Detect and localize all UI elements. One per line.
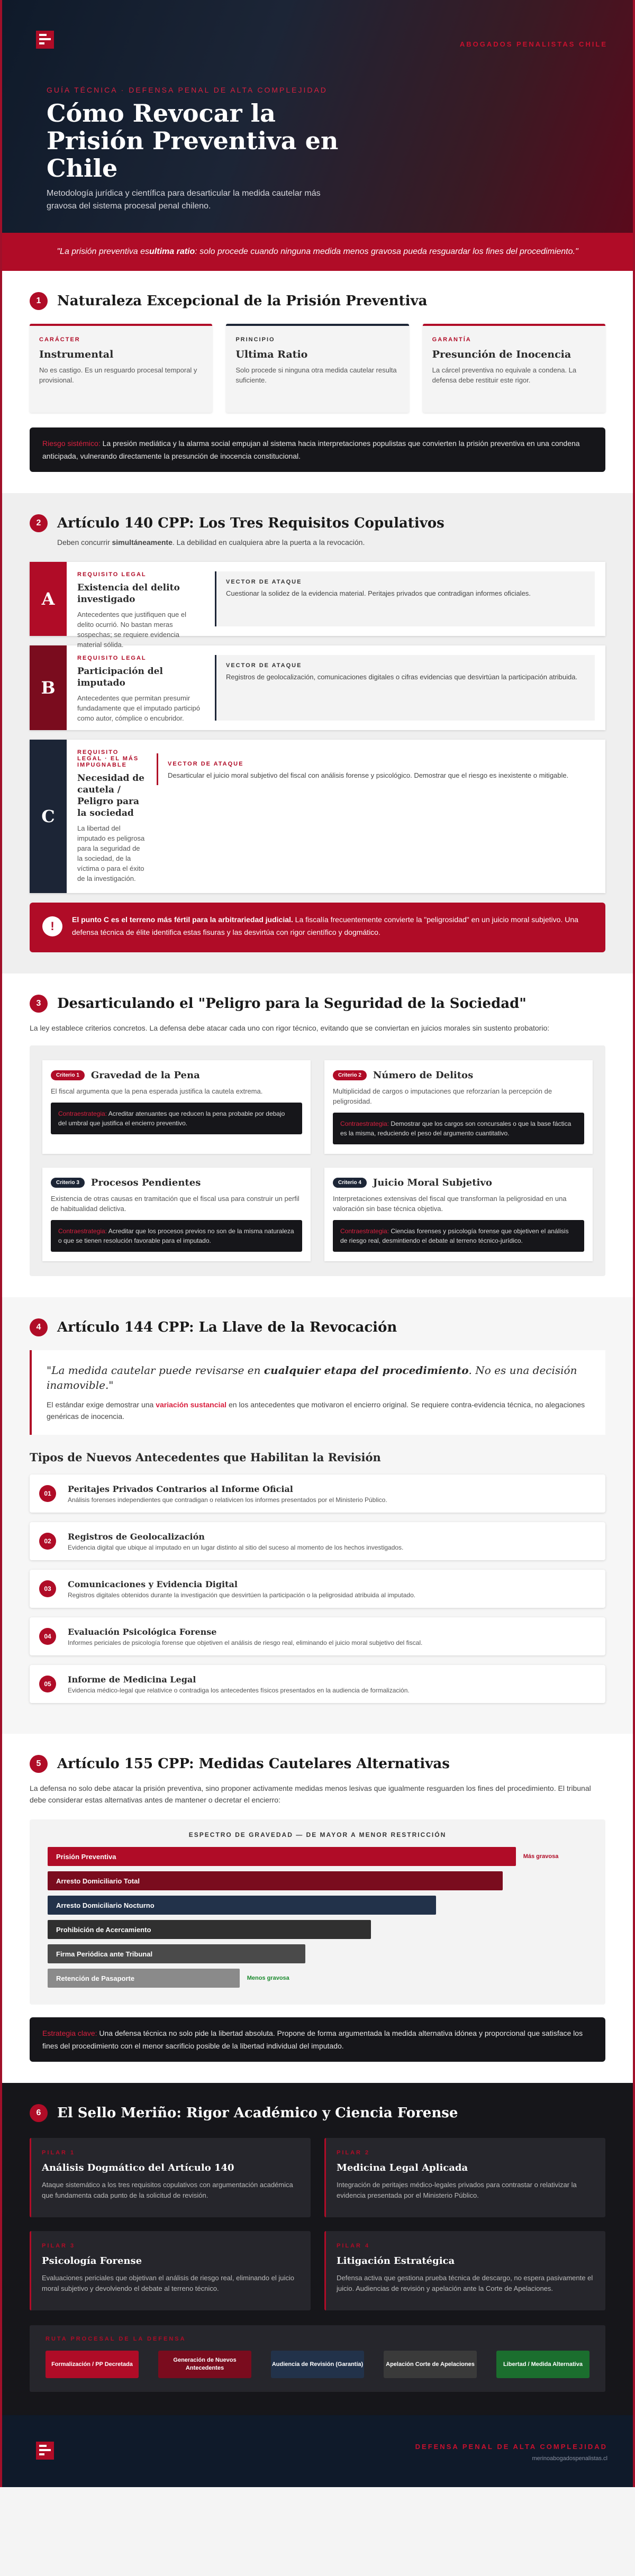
card-garantia: [423, 324, 605, 413]
criterion-2: [324, 1060, 593, 1154]
scale-row: [48, 1944, 587, 1963]
route-step: Formalización / PP Decretada: [46, 2351, 139, 2378]
list-item: [30, 1617, 605, 1655]
section-number: 5: [30, 1755, 48, 1773]
pillar-1: [30, 2138, 311, 2217]
standard-post: en los antecedentes que motivaron el encierro original. Se requiere contra-evidencia técnica, no alegaciones genéricas de inocencia.: [47, 1400, 585, 1421]
list-item: [30, 1665, 605, 1703]
requirement-text: Antecedentes que justifiquen que el delito ocurrió. No bastan meras sospechas; se requiere evidencia material sólida.: [77, 611, 186, 649]
alert-text: La fiscalía frecuentemente convierte la "peligrosidad" en un juicio moral subjetivo. Una defensa técnica de élite identifica estas fisuras y las desvirtúa con rigor científico y dogmático.: [72, 915, 578, 936]
pillar-text: Ataque sistemático a los tres requisitos copulativos con argumentación académica que fundamenta cada punto de la solicitud de revisión.: [42, 2181, 293, 2199]
subsection-title: Tipos de Nuevos Antecedentes que Habilitan la Revisión: [30, 1451, 381, 1464]
counter-strategy: [333, 1220, 584, 1252]
strategy-text: Demostrar que los cargos son concursales o que la base fáctica es la misma, reduciendo el peso del argumento cuantitativo.: [340, 1120, 572, 1137]
card-text: Solo procede si ninguna otra medida cautelar resulta suficiente.: [235, 366, 397, 384]
card-title: Presunción de Inocencia: [432, 349, 572, 360]
scale-bar: Arresto Domiciliario Total: [48, 1871, 503, 1890]
firm-logo-icon: [36, 31, 54, 49]
scale-bar: Prisión Preventiva: [48, 1847, 516, 1866]
quote-pre: "La medida cautelar puede revisarse en: [47, 1364, 264, 1377]
scale-row: [48, 1969, 587, 1988]
item-title: Informe de Medicina Legal: [68, 1674, 196, 1685]
firm-logo-icon: [36, 2442, 54, 2460]
strategy-label: Contraestrategia:: [340, 1227, 389, 1235]
defense-route: [30, 2325, 605, 2392]
vector-text: Desarticular el juicio moral subjetivo del fiscal con análisis forense y psicológico. Demostrar que el riesgo es inexistente o mitigable.: [168, 771, 569, 779]
item-number: 02: [39, 1533, 56, 1550]
section-art155: [2, 1734, 633, 2083]
criterion-title: Procesos Pendientes: [90, 1177, 201, 1188]
scale-bar: Arresto Domiciliario Nocturno: [48, 1896, 436, 1915]
counter-strategy: [51, 1220, 302, 1252]
requirement-letter: C: [30, 740, 67, 893]
section-number: 6: [30, 2104, 48, 2122]
item-number: 05: [39, 1676, 56, 1692]
criterion-title: Número de Delitos: [373, 1070, 474, 1081]
exclamation-icon: !: [42, 916, 62, 936]
card-title: Ultima Ratio: [235, 349, 308, 360]
list-item: [30, 1522, 605, 1560]
banner-bold: ultima ratio: [149, 247, 195, 256]
quote-post: . No es una decisión inamovible.": [47, 1364, 577, 1391]
pillar-text: Integración de peritajes médico-legales privados para contrastar o relativizar la evidencia presentada por el Ministerio Público.: [337, 2181, 577, 2199]
attack-vector: [215, 655, 595, 721]
item-text: Evidencia digital que ubique al imputado en un lugar distinto al sitio del suceso al momento de los hechos investigados.: [68, 1543, 404, 1551]
route-step: Generación de Nuevos Antecedentes: [158, 2351, 251, 2378]
criterion-title: Juicio Moral Subjetivo: [373, 1177, 492, 1188]
item-title: Peritajes Privados Contrarios al Informe Oficial: [68, 1483, 293, 1494]
pillar-title: Análisis Dogmático del Artículo 140: [42, 2162, 234, 2173]
alert-text: La presión mediática y la alarma social empujan al sistema hacia interpretaciones populistas que convierten la prisión preventiva en una condena anticipada, vulnerando directamente la presunción de inocencia constitucional.: [42, 439, 580, 460]
item-text: Registros digitales obtenidos durante la investigación que desvirtúen la participación o la peligrosidad atribuida al imputado.: [68, 1591, 416, 1599]
item-text: Informes periciales de psicología forense que objetiven el análisis de riesgo real, eliminando el juicio moral subjetivo del fiscal.: [68, 1639, 423, 1646]
pillar-2: [324, 2138, 605, 2217]
section-title: Artículo 155 CPP: Medidas Cautelares Alternativas: [57, 1756, 450, 1772]
card-principio: [226, 324, 409, 413]
pillar-4: [324, 2231, 605, 2310]
strategy-label: Contraestrategia:: [340, 1120, 389, 1127]
card-caracter: [30, 324, 212, 413]
intro-text-end: . La debilidad en cualquiera abre la puerta a la revocación.: [172, 538, 365, 547]
section-intro: [57, 536, 605, 548]
criterion-3: [42, 1168, 311, 1261]
hero-kicker: GUÍA TÉCNICA · DEFENSA PENAL DE ALTA COMPLEJIDAD: [47, 86, 328, 94]
strategy-text: Ciencias forenses y psicología forense que objetiven el análisis de riesgo real, desmintiendo el debate al terreno técnico-jurídico.: [340, 1227, 569, 1244]
item-title: Comunicaciones y Evidencia Digital: [68, 1579, 238, 1589]
hero-subtitle: Metodología jurídica y científica para desarticular la medida cautelar más gravosa del sistema procesal penal chileno.: [47, 189, 321, 211]
pillar-kicker: PILAR 3: [42, 2243, 76, 2249]
item-number: 03: [39, 1580, 56, 1597]
quote-text: [47, 1363, 591, 1392]
item-text: Evidencia médico-legal que relativice o contradiga los antecedentes físicos presentados en la audiencia de formalización.: [68, 1686, 410, 1694]
scale-bar: Retención de Pasaporte: [48, 1969, 240, 1988]
scale-row: [48, 1871, 587, 1890]
alert-text: Una defensa técnica no solo pide la libertad absoluta. Propone de forma argumentada la medida alternativa idónea y proporcional que satisface los fines del procedimiento con el menor sacrificio posible de la libertad individual del imputado.: [42, 2029, 583, 2050]
criterion-pill: Criterio 2: [333, 1070, 367, 1080]
pillar-title: Litigación Estratégica: [337, 2255, 455, 2266]
section-naturaleza: [2, 271, 633, 493]
criterion-title: Gravedad de la Pena: [90, 1070, 200, 1081]
scale-row: [48, 1847, 587, 1866]
card-kicker: GARANTÍA: [432, 336, 471, 343]
requirement-title: Necesidad de cautela / Peligro para la sociedad: [77, 773, 144, 818]
section-number: 3: [30, 995, 48, 1013]
alert-bold: El punto C es el terreno más fértil para la arbitrariedad judicial.: [72, 915, 293, 924]
banner-text-end: : solo procede cuando ninguna medida menos gravosa pueda resguardar los fines del procedimiento.": [195, 247, 578, 256]
intro-bold: simultáneamente: [112, 538, 173, 547]
section-title: Desarticulando el "Peligro para la Seguridad de la Sociedad": [57, 996, 527, 1012]
requirement-label: REQUISITO LEGAL: [77, 655, 147, 661]
section-number: 1: [30, 292, 48, 310]
card-text: La cárcel preventiva no equivale a condena. La defensa debe restituir este rigor.: [432, 366, 577, 384]
hero-title: Cómo Revocar la Prisión Preventiva en Chile: [47, 99, 339, 183]
requirement-label: REQUISITO LEGAL: [77, 571, 147, 578]
section-number: 4: [30, 1318, 48, 1336]
requirement-label: REQUISITO LEGAL · EL MÁS IMPUGNABLE: [77, 749, 139, 768]
card-text: No es castigo. Es un resguardo procesal temporal y provisional.: [39, 366, 197, 384]
section-peligro: [2, 973, 633, 1297]
strategy-label: Contraestrategia:: [58, 1227, 107, 1235]
strategy-text: Acreditar atenuantes que reducen la pena probable por debajo del umbral que justifica el encierro preventivo.: [58, 1110, 285, 1127]
item-title: Evaluación Psicológica Forense: [68, 1626, 217, 1637]
pillar-kicker: PILAR 2: [337, 2150, 370, 2156]
criteria-grid: [30, 1045, 605, 1276]
alert-label: Riesgo sistémico:: [42, 439, 101, 448]
criterion-text: Existencia de otras causas en tramitación que el fiscal usa para construir un perfil de habitualidad delictiva.: [51, 1195, 300, 1213]
criterion-pill: Criterio 4: [333, 1178, 367, 1188]
vector-label: VECTOR DE ATAQUE: [226, 662, 302, 669]
pillar-3: [30, 2231, 311, 2310]
scale-title: ESPECTRO DE GRAVEDAD — DE MAYOR A MENOR RESTRICCIÓN: [188, 1831, 447, 1838]
scale-note: Más gravosa: [523, 1853, 559, 1860]
item-number: 01: [39, 1485, 56, 1502]
section-title: Artículo 140 CPP: Los Tres Requisitos Copulativos: [57, 515, 444, 531]
pillar-title: Medicina Legal Aplicada: [337, 2162, 468, 2173]
criterion-1: [42, 1060, 311, 1154]
hero: [2, 0, 633, 233]
criterion-text: Multiplicidad de cargos o imputaciones que reforzarían la percepción de peligrosidad.: [333, 1087, 552, 1105]
pillar-text: Defensa activa que gestiona prueba técnica de descargo, no espera pasivamente el juicio. Audiencias de revisión y apelación ante la Corte de Apelaciones.: [337, 2274, 593, 2292]
route-steps: [46, 2351, 589, 2378]
pillar-text: Evaluaciones periciales que objetivan el análisis de riesgo real, eliminando el juicio moral subjetivo y devolviendo el debate al terreno técnico.: [42, 2274, 294, 2292]
list-item: [30, 1570, 605, 1608]
list-item: [30, 1474, 605, 1513]
revision-quote: [30, 1350, 605, 1435]
section-sello: [2, 2083, 633, 2415]
scale-row: [48, 1920, 587, 1939]
requirement-letter: B: [30, 645, 67, 730]
route-step: Apelación Corte de Apelaciones: [384, 2351, 477, 2378]
scale-note: Menos gravosa: [247, 1975, 289, 1981]
footer-website-link[interactable]: merinoabogadospenalistas.cl: [532, 2455, 607, 2462]
requirement-c: [30, 740, 605, 893]
standard-highlight: variación sustancial: [156, 1400, 227, 1409]
quote-bold: cualquier etapa del procedimiento: [264, 1364, 469, 1377]
footer: [2, 2415, 633, 2487]
counter-strategy: [51, 1103, 302, 1134]
card-title: Instrumental: [39, 349, 114, 360]
section-intro: La defensa no solo debe atacar la prisión preventiva, sino proponer activamente medidas menos lesivas que igualmente resguarden los fines del procedimiento. El tribunal debe considerar estas alternativas antes de mantener o decretar el encierro:: [30, 1784, 591, 1804]
vector-text: Cuestionar la solidez de la evidencia material. Peritajes privados que contradigan informes oficiales.: [226, 589, 531, 597]
intro-text: Deben concurrir: [57, 538, 112, 547]
section-art144: [2, 1297, 633, 1734]
route-step: Audiencia de Revisión (Garantía): [271, 2351, 364, 2378]
pillar-title: Psicología Forense: [42, 2255, 142, 2266]
strategy-alert: [30, 2017, 605, 2062]
section-number: 2: [30, 514, 48, 532]
counter-strategy: [333, 1113, 584, 1144]
attack-vector: [215, 571, 595, 626]
severity-scale: [30, 1819, 605, 2005]
strategy-label: Contraestrategia:: [58, 1110, 107, 1117]
scale-bars: [48, 1847, 587, 1988]
top-tag: ABOGADOS PENALISTAS CHILE: [459, 40, 607, 48]
requirement-b: [30, 645, 605, 730]
section-title: Naturaleza Excepcional de la Prisión Preventiva: [57, 293, 428, 309]
risk-alert: [30, 427, 605, 472]
banner-text: "La prisión preventiva es: [57, 247, 150, 256]
requirement-a: [30, 562, 605, 649]
pillar-kicker: PILAR 4: [337, 2243, 370, 2249]
criterion-pill: Criterio 3: [51, 1178, 85, 1188]
route-label: RUTA PROCESAL DE LA DEFENSA: [46, 2336, 186, 2342]
criterion-text: Interpretaciones extensivas del fiscal que transforman la peligrosidad en una valoración sin base técnica objetiva.: [333, 1195, 567, 1213]
strategy-text: Acreditar que los procesos previos no son de la misma naturaleza o que se tienen resolución favorable para el imputado.: [58, 1227, 294, 1244]
section-title: El Sello Meriño: Rigor Académico y Ciencia Forense: [57, 2105, 458, 2121]
scale-bar: Prohibición de Acercamiento: [48, 1920, 371, 1939]
vector-label: VECTOR DE ATAQUE: [226, 579, 302, 585]
scale-bar: Firma Periódica ante Tribunal: [48, 1944, 305, 1963]
route-step: Libertad / Medida Alternativa: [496, 2351, 589, 2378]
section-intro: La ley establece criterios concretos. La defensa debe atacar cada uno con rigor técnico, evitando que se conviertan en juicios morales sin sustento probatorio:: [30, 1024, 550, 1032]
criterion-text: El fiscal argumenta que la pena esperada justifica la cautela extrema.: [51, 1087, 263, 1095]
pillar-kicker: PILAR 1: [42, 2150, 76, 2156]
arbitrariness-alert: [30, 903, 605, 952]
requirement-letter: A: [30, 562, 67, 636]
vector-text: Registros de geolocalización, comunicaciones digitales o cifras evidencias que desvirtúan la participación atribuida.: [226, 673, 578, 681]
requirement-text: La libertad del imputado es peligrosa para la seguridad de la sociedad, de la víctima o para el éxito de la investigación.: [77, 824, 145, 882]
item-number: 04: [39, 1628, 56, 1645]
ultima-ratio-banner: [2, 233, 633, 271]
scale-row: [48, 1896, 587, 1915]
vector-label: VECTOR DE ATAQUE: [168, 761, 244, 767]
requirement-title: Participación del imputado: [77, 666, 163, 688]
standard-text: [47, 1399, 591, 1422]
criterion-pill: Criterio 1: [51, 1070, 85, 1080]
section-title: Artículo 144 CPP: La Llave de la Revocación: [57, 1319, 397, 1335]
card-kicker: CARÁCTER: [39, 336, 80, 343]
card-kicker: PRINCIPIO: [235, 336, 275, 343]
item-text: Análisis forenses independientes que contradigan o relativicen los informes presentados por el Ministerio Público.: [68, 1496, 387, 1504]
section-art140: [2, 493, 633, 973]
attack-vector: [157, 753, 595, 785]
item-title: Registros de Geolocalización: [68, 1531, 205, 1542]
standard-pre: El estándar exige demostrar una: [47, 1400, 156, 1409]
alert-label: Estrategia clave:: [42, 2029, 97, 2037]
criterion-4: [324, 1168, 593, 1261]
footer-tag: DEFENSA PENAL DE ALTA COMPLEJIDAD: [415, 2443, 607, 2451]
requirement-title: Existencia del delito investigado: [77, 582, 180, 605]
requirement-text: Antecedentes que permitan presumir fundadamente que el imputado participó como autor, cómplice o encubridor.: [77, 694, 200, 722]
